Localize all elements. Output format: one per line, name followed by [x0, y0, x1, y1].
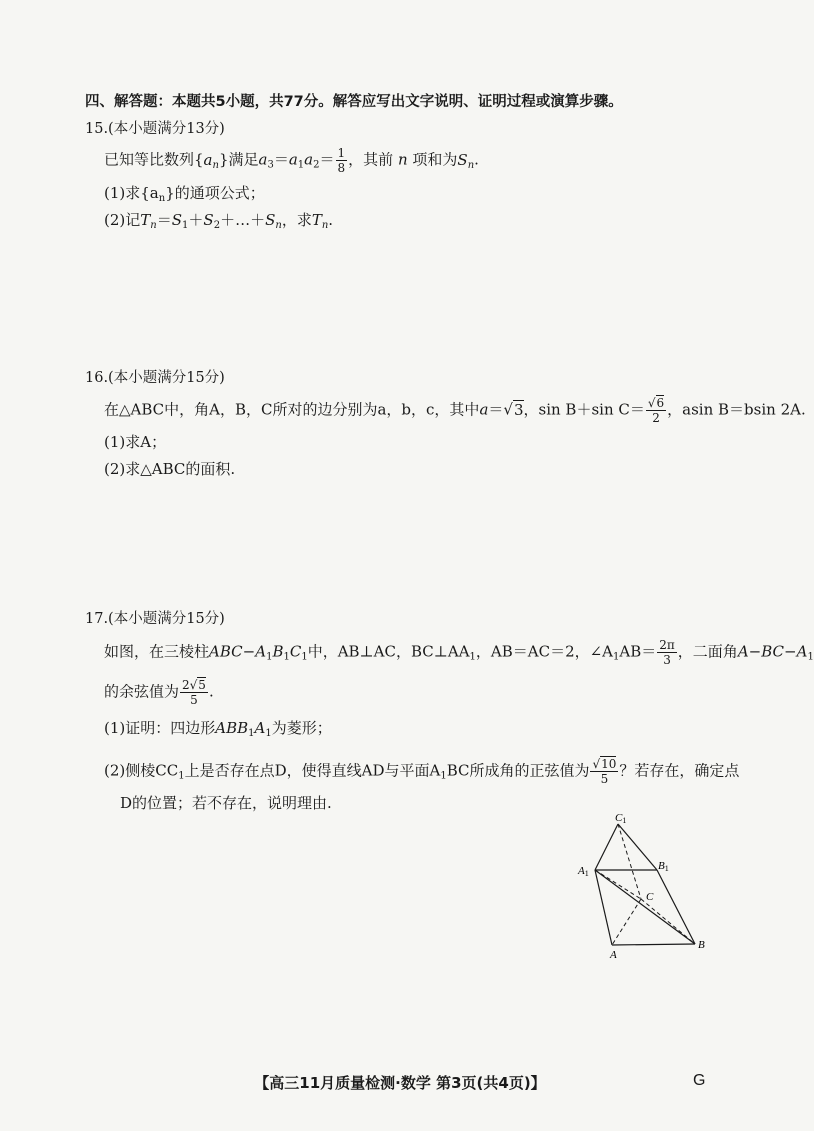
label-b1: B1 — [658, 860, 669, 873]
q15-part2: (2)记$T_n=S_1+S_2+\dots+S_n$，求$T_n$. — [104, 211, 334, 231]
q17-part1: (1)证明：四边形$ABB_1A_1$为菱形； — [104, 719, 332, 739]
q15-stem: 已知等比数列$\{a_n\}$满足$a_3=a_1a_2=$ $\frac{1}{8}$ ，其前 n 项和为$S_n$. — [104, 146, 479, 175]
q16-title: 16.(本小题满分15分) — [85, 370, 225, 386]
label-b: B — [698, 939, 705, 951]
q15-part1: (1)求$\{a_n\}$的通项公式； — [104, 184, 265, 204]
edge-b1-b — [657, 870, 695, 944]
edge-c1-b1 — [618, 824, 657, 870]
label-a: A — [610, 949, 617, 961]
q17-title: 17.(本小题满分15分) — [85, 611, 225, 627]
edge-a1-b — [595, 870, 695, 944]
q17-stem-line1: 如图，在三棱柱$ABC-A_1B_1C_1$中，AB⊥AC，$BC\perp AA_1$，AB＝AC＝2，$\angle A_1AB=$ $\frac{2\pi}{3}$ ，二面角$A-BC-A_1$ — [104, 638, 814, 667]
edge-c-a — [612, 899, 641, 945]
q16-stem: 在△ABC中，角A，B，C所对的边分别为a，b，c，其中a＝√3，sin B＋sin C＝ $\frac{√6}{2}$ ，asin B＝bsin 2A. — [104, 396, 806, 425]
q16-part1: (1)求A； — [104, 433, 167, 451]
q15-title: 15.(本小题满分13分) — [85, 121, 225, 137]
version-letter: G — [693, 1072, 706, 1089]
edge-a1-c1 — [595, 824, 618, 870]
edge-c1-c — [618, 824, 641, 899]
label-c1: C1 — [615, 812, 627, 825]
label-a1: A1 — [578, 865, 589, 878]
q16-part2: (2)求△ABC的面积. — [104, 460, 236, 478]
section-header: 四、解答题：本题共5小题，共77分。解答应写出文字说明、证明过程或演算步骤。 — [85, 94, 623, 110]
q17-part2-line1: (2)侧棱$CC_1$上是否存在点D，使得直线AD与平面$A_1BC$所成角的正弦值为 $\frac{√10}{5}$ ？若存在，确定点 — [104, 757, 740, 786]
prism-figure — [560, 812, 720, 962]
edge-a1-c — [595, 870, 641, 899]
page-footer: 【高三11月质量检测·数学 第3页(共4页)】 — [254, 1074, 546, 1092]
edge-a-b — [612, 944, 695, 945]
q17-part2-line2: D的位置；若不存在，说明理由. — [120, 794, 332, 812]
edge-c-b — [641, 899, 695, 944]
label-c: C — [646, 891, 654, 903]
q17-stem-line2: 的余弦值为 $\frac{2√5}{5}$ . — [104, 678, 214, 707]
